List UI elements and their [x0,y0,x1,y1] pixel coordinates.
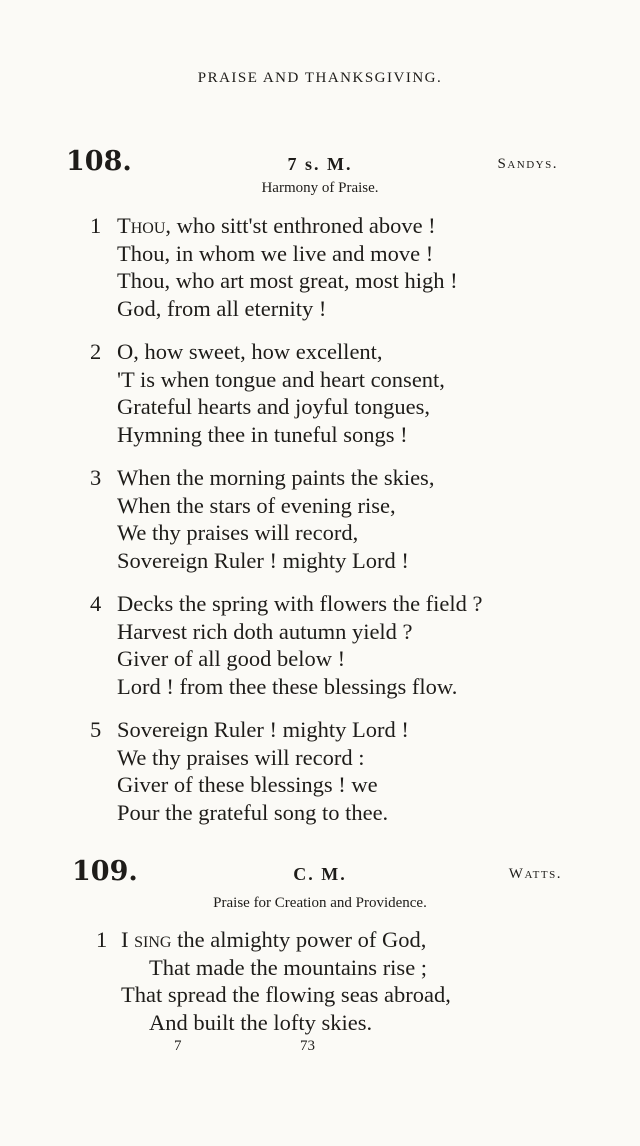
verse-line [0,645,640,673]
running-head: PRAISE AND THANKSGIVING. [197,70,443,86]
line-text: Sovereign Ruler ! mighty Lord ! [117,547,409,573]
line-text: Thou, who art most great, most high ! [117,268,458,293]
line-text: Pour the grateful song to thee. [117,799,389,825]
verse-line [0,618,640,646]
line-text: That made the mountains rise ; [149,954,428,980]
line-text: Grateful hearts and joyful tongues, [117,394,431,419]
first-word: Thou, [117,213,172,238]
hymn-meter: C. M. [293,864,347,884]
verse-line [0,393,640,421]
signature-mark: 7 [174,1038,182,1054]
verse-line [0,926,640,954]
verse-line [0,547,640,575]
stanza-1 [0,212,640,322]
stanza-1 [0,926,640,1036]
verse-line [0,212,640,240]
hymn-number: 109. [72,856,138,887]
verse-line [0,1009,640,1037]
line-text: And built the lofty skies. [149,1009,373,1035]
line-text: When the morning paints the skies, [117,465,435,490]
stanza-5 [0,716,640,826]
first-word: I sing [121,927,172,952]
verse-line [0,673,640,701]
verse-line [0,295,640,323]
stanza-4 [0,590,640,700]
page-number: 73 [300,1038,315,1054]
line-text: Giver of all good below ! [117,646,346,671]
line-text: the almighty power of God, [171,927,427,952]
verse-number: 1 [90,213,102,238]
verse-number: 2 [90,339,102,364]
verse-line [0,981,640,1009]
hymn-subtitle: Harmony of Praise. [261,180,379,196]
line-text: When the stars of evening rise, [117,492,396,518]
line-text: Thou, in whom we live and move ! [117,240,434,266]
verse-line [0,590,640,618]
verse-line [0,771,640,799]
stanza-2 [0,338,640,448]
line-text: Hymning thee in tuneful songs ! [117,421,408,447]
line-text: Decks the spring with flowers the field ? [117,591,483,616]
verse-line [0,492,640,520]
verse-line [0,799,640,827]
line-text: 'T is when tongue and heart consent, [117,366,445,392]
line-text: That spread the flowing seas abroad, [121,982,451,1007]
verse-line [0,519,640,547]
line-text: Giver of these blessings ! we [117,772,378,797]
line-text: Sovereign Ruler ! mighty Lord ! [117,717,409,742]
verse-line [0,338,640,366]
line-text: We thy praises will record : [117,744,365,770]
verse-number: 4 [90,591,102,616]
verse-number: 5 [90,717,102,742]
verse-number: 1 [96,927,108,952]
verse-line [0,240,640,268]
verse-number: 3 [90,465,102,490]
verse-line [0,954,640,982]
line-text: Lord ! from thee these blessings flow. [117,673,458,699]
page-footer [0,1038,640,1062]
line-text: O, how sweet, how excellent, [117,339,383,364]
verse-line [0,744,640,772]
hymn-109-header [0,856,640,896]
hymn-subtitle: Praise for Creation and Providence. [213,895,427,911]
hymn-meter: 7 s. M. [287,154,353,174]
hymn-author: Sandys. [497,156,558,172]
verse-line [0,464,640,492]
line-text: Harvest rich doth autumn yield ? [117,618,413,644]
line-text: God, from all eternity ! [117,295,327,321]
verse-line [0,267,640,295]
line-text: We thy praises will record, [117,520,359,545]
verse-line [0,421,640,449]
verse-line [0,366,640,394]
hymn-number: 108. [66,146,132,177]
line-text: who sitt'st enthroned above ! [171,213,436,238]
verse-line [0,716,640,744]
stanza-3 [0,464,640,574]
hymn-author: Watts. [508,866,562,882]
